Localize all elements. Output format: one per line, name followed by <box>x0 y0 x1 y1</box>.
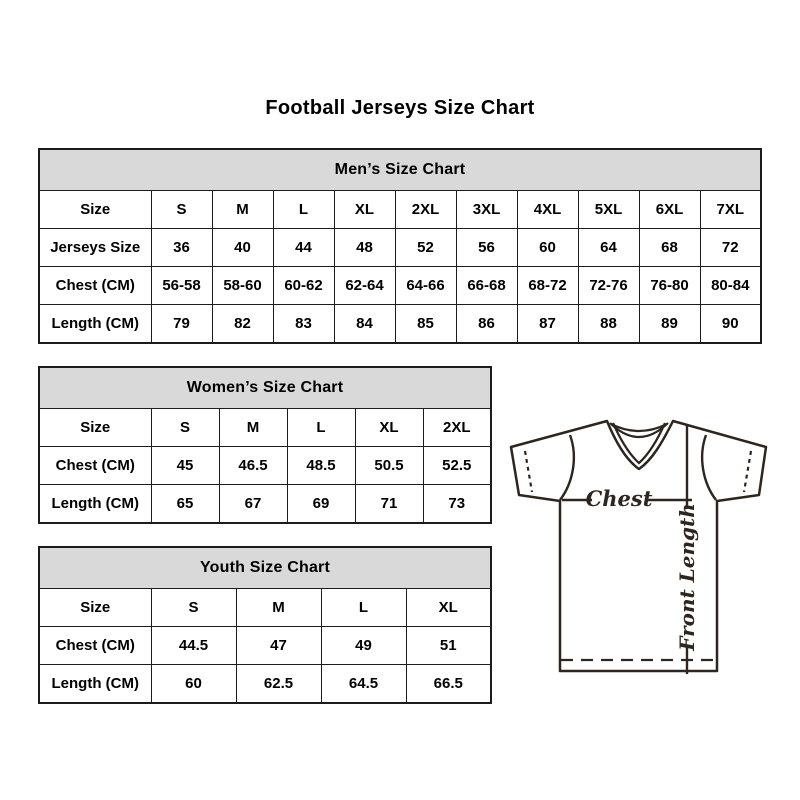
table-cell: 62.5 <box>236 665 321 704</box>
table-row <box>39 447 491 485</box>
table-cell: 36 <box>151 229 212 267</box>
table-cell: 48 <box>334 229 395 267</box>
chest-label: Chest <box>585 486 653 511</box>
table-cell: 67 <box>219 485 287 524</box>
table-cell: 72-76 <box>578 267 639 305</box>
column-header: L <box>321 589 406 627</box>
table-row <box>39 229 761 267</box>
row-label: Chest (CM) <box>39 267 151 305</box>
column-header: M <box>236 589 321 627</box>
table-cell: 56-58 <box>151 267 212 305</box>
column-header: S <box>151 409 219 447</box>
table-cell: 87 <box>517 305 578 344</box>
table-row <box>39 305 761 344</box>
table-cell: 66-68 <box>456 267 517 305</box>
table-cell: 44.5 <box>151 627 236 665</box>
column-header-row <box>39 409 491 447</box>
table-cell: 90 <box>700 305 761 344</box>
table-cell: 68-72 <box>517 267 578 305</box>
womens-size-chart-table <box>38 366 492 524</box>
table-cell: 60 <box>151 665 236 704</box>
table-cell: 60 <box>517 229 578 267</box>
table-row <box>39 267 761 305</box>
table-cell: 60-62 <box>273 267 334 305</box>
table-cell: 85 <box>395 305 456 344</box>
column-header-row <box>39 589 491 627</box>
table-cell: 44 <box>273 229 334 267</box>
table-cell: 79 <box>151 305 212 344</box>
front-length-label: Front Length <box>675 503 699 651</box>
table-cell: 65 <box>151 485 219 524</box>
column-header: 6XL <box>639 191 700 229</box>
column-header: L <box>273 191 334 229</box>
column-header: 3XL <box>456 191 517 229</box>
table-cell: 80-84 <box>700 267 761 305</box>
table-cell: 49 <box>321 627 406 665</box>
table-cell: 73 <box>423 485 491 524</box>
table-cell: 47 <box>236 627 321 665</box>
table-cell: 51 <box>406 627 491 665</box>
column-header: 4XL <box>517 191 578 229</box>
table-cell: 88 <box>578 305 639 344</box>
youth-size-chart-table <box>38 546 492 704</box>
column-header: XL <box>334 191 395 229</box>
table-cell: 64 <box>578 229 639 267</box>
table-title-band: Women’s Size Chart <box>39 367 491 409</box>
table-cell: 52 <box>395 229 456 267</box>
table-cell: 56 <box>456 229 517 267</box>
table-cell: 66.5 <box>406 665 491 704</box>
table-cell: 82 <box>212 305 273 344</box>
row-label: Chest (CM) <box>39 627 151 665</box>
table-cell: 45 <box>151 447 219 485</box>
row-label: Length (CM) <box>39 485 151 524</box>
column-header: L <box>287 409 355 447</box>
row-label: Chest (CM) <box>39 447 151 485</box>
table-title-band: Men’s Size Chart <box>39 149 761 191</box>
table-cell: 69 <box>287 485 355 524</box>
column-header: Size <box>39 409 151 447</box>
column-header: 7XL <box>700 191 761 229</box>
column-header: M <box>212 191 273 229</box>
column-header: 5XL <box>578 191 639 229</box>
column-header: 2XL <box>395 191 456 229</box>
table-cell: 64.5 <box>321 665 406 704</box>
table-cell: 48.5 <box>287 447 355 485</box>
table-cell: 72 <box>700 229 761 267</box>
table-cell: 52.5 <box>423 447 491 485</box>
table-cell: 68 <box>639 229 700 267</box>
table-cell: 50.5 <box>355 447 423 485</box>
column-header: XL <box>355 409 423 447</box>
table-cell: 62-64 <box>334 267 395 305</box>
column-header: Size <box>39 191 151 229</box>
table-cell: 64-66 <box>395 267 456 305</box>
table-cell: 71 <box>355 485 423 524</box>
column-header: XL <box>406 589 491 627</box>
column-header-row <box>39 191 761 229</box>
table-row <box>39 665 491 704</box>
table-row <box>39 485 491 524</box>
row-label: Length (CM) <box>39 665 151 704</box>
column-header: S <box>151 589 236 627</box>
table-cell: 58-60 <box>212 267 273 305</box>
jersey-measurement-diagram <box>498 393 778 678</box>
table-row <box>39 627 491 665</box>
table-cell: 76-80 <box>639 267 700 305</box>
column-header: Size <box>39 589 151 627</box>
jersey-outline-shape <box>511 421 766 671</box>
mens-size-chart-table <box>38 148 762 344</box>
row-label: Jerseys Size <box>39 229 151 267</box>
column-header: S <box>151 191 212 229</box>
table-cell: 40 <box>212 229 273 267</box>
table-cell: 86 <box>456 305 517 344</box>
table-cell: 89 <box>639 305 700 344</box>
column-header: M <box>219 409 287 447</box>
table-title-band: Youth Size Chart <box>39 547 491 589</box>
table-cell: 83 <box>273 305 334 344</box>
row-label: Length (CM) <box>39 305 151 344</box>
page-title: Football Jerseys Size Chart <box>265 97 535 119</box>
column-header: 2XL <box>423 409 491 447</box>
table-cell: 46.5 <box>219 447 287 485</box>
table-cell: 84 <box>334 305 395 344</box>
